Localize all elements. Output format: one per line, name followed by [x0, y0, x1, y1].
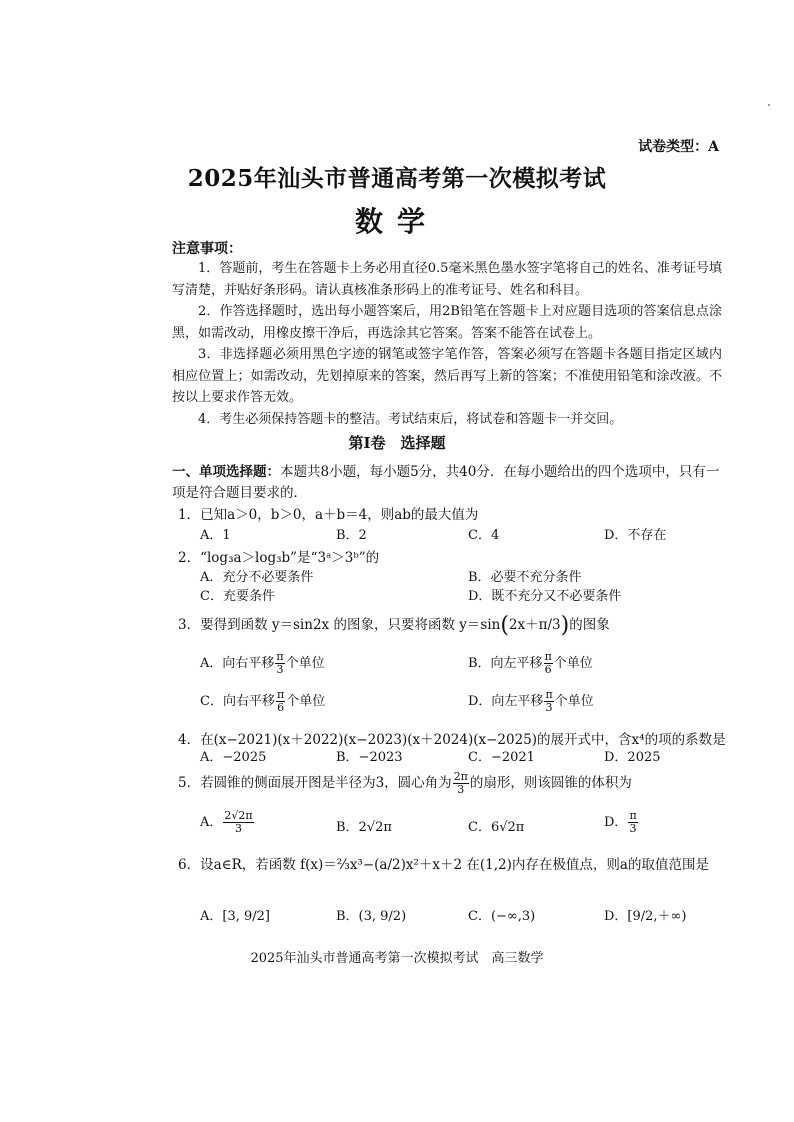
- q3-a-prefix: A．向右平移: [200, 656, 275, 671]
- question-2-stem: 2．“log₃a＞log₃b”是“3ᵃ＞3ᵇ”的: [178, 550, 380, 566]
- q5-stem-tail: 的扇形，则该圆锥的体积为: [469, 775, 632, 791]
- q3-option-b: [468, 651, 593, 676]
- q4-option-d: D．2025: [604, 750, 661, 765]
- q2-option-d: D．既不充分又不必要条件: [468, 589, 622, 604]
- q1-option-d: D．不存在: [604, 528, 667, 543]
- q6-option-d: D．[9/2,＋∞): [604, 909, 687, 924]
- notes-heading: 注意事项：: [172, 241, 242, 257]
- question-6-stem: 6．设a∈R，若函数 f(x)＝⅔x³−(a/2)x²＋x＋2 在(1,2)内存在极值点，则a的取值范围是: [178, 857, 709, 873]
- q3-option-d: [468, 689, 594, 714]
- question-5-stem: [178, 771, 632, 796]
- q3-option-c: [200, 689, 325, 714]
- q4-option-a: A．−2025: [200, 750, 267, 765]
- q1-option-c: C．4: [468, 528, 500, 543]
- q6-option-c: C．(−∞,3): [468, 909, 536, 924]
- question-1-stem: 1．已知a＞0，b＞0，a＋b＝4，则ab的最大值为: [178, 507, 479, 523]
- q5-stem-den: 3: [457, 783, 465, 796]
- q5-a-num: 2√2π: [224, 809, 253, 822]
- paper-type-label: 试卷类型：A: [638, 139, 719, 155]
- q4-option-b: B．−2023: [336, 750, 403, 765]
- q5-option-b: B．2√2π: [336, 820, 392, 835]
- section-label: 一、单项选择题：: [172, 464, 280, 480]
- q3-stem-text: 3．要得到函数 y＝sin2x 的图象，只要将函数 y＝sin: [178, 617, 501, 633]
- q3-d-suffix: 个单位: [554, 694, 594, 709]
- note-item: 1．答题前，考生在答题卡上务必用直径0.5毫米黑色墨水签字笔将自己的姓名、准考证号填写清楚，并贴好条形码。请认真核准条形码上的准考证号、姓名和科目。: [172, 261, 722, 298]
- question-4-stem: 4．在(x−2021)(x＋2022)(x−2023)(x＋2024)(x−2025)的展开式中，含x⁴的项的系数是: [178, 732, 726, 748]
- q3-d-prefix: D．向左平移: [468, 694, 544, 709]
- subject-title: 数学: [354, 205, 439, 238]
- q3-b-den: 6: [544, 663, 552, 676]
- q5-d-prefix: D．: [604, 815, 628, 830]
- q2-option-c: C．充要条件: [200, 589, 275, 604]
- q3-b-num: π: [544, 650, 552, 663]
- q5-d-den: 3: [629, 822, 637, 835]
- q3-a-den: 3: [276, 663, 284, 676]
- q5-option-c: C．6√2π: [468, 820, 525, 835]
- q3-a-suffix: 个单位: [285, 656, 325, 671]
- q3-d-num: π: [545, 688, 553, 701]
- q5-option-d: [604, 810, 639, 835]
- q6-option-a: A．[3, 9/2]: [200, 909, 270, 924]
- q5-stem-num: 2π: [453, 770, 468, 783]
- q1-option-a: A．1: [200, 528, 231, 543]
- q3-stem-argument: 2x＋π/3: [508, 617, 561, 633]
- q5-option-a: [200, 810, 255, 835]
- q3-c-suffix: 个单位: [286, 694, 326, 709]
- notes-list: [172, 258, 722, 430]
- section-text: 本题共8小题，每小题5分，共40分．在每小题给出的四个选项中，只有一项是符合题目要求的．: [172, 464, 720, 501]
- part-heading: 第Ⅰ卷 选择题: [348, 434, 446, 452]
- q6-option-b: B．(3, 9/2): [336, 909, 407, 924]
- q3-option-a: [200, 651, 325, 676]
- section-intro: [172, 462, 724, 504]
- question-3-stem: 3．要得到函数 y＝sin2x 的图象，只要将函数 y＝sin(2x＋π/3)的图象: [178, 613, 610, 638]
- q5-a-prefix: A．: [200, 815, 223, 830]
- q3-c-den: 6: [277, 701, 285, 714]
- q2-option-b: B．必要不充分条件: [468, 570, 582, 585]
- page-footer: 2025年汕头市普通高考第一次模拟考试 高三数学: [250, 951, 544, 966]
- exam-title: 2025年汕头市普通高考第一次模拟考试: [187, 165, 607, 192]
- q3-stem-tail: 的图象: [569, 617, 610, 633]
- q3-b-prefix: B．向左平移: [468, 656, 543, 671]
- q3-c-num: π: [276, 688, 285, 701]
- note-item: 2．作答选择题时，选出每小题答案后，用2B铅笔在答题卡上对应题目选项的答案信息点涂黑，如需改动，用橡皮擦干净后，再选涂其它答案。答案不能答在试卷上。: [172, 304, 722, 341]
- q3-a-num: π: [276, 650, 284, 663]
- q3-c-prefix: C．向右平移: [200, 694, 275, 709]
- q3-d-den: 3: [545, 701, 553, 714]
- scan-speck: [768, 104, 770, 106]
- q3-b-suffix: 个单位: [553, 656, 593, 671]
- q2-option-a: A．充分不必要条件: [200, 570, 314, 585]
- q5-a-den: 3: [235, 822, 243, 835]
- q5-d-num: π: [629, 809, 637, 822]
- q1-option-b: B．2: [336, 528, 367, 543]
- note-item: 3．非选择题必须用黑色字迹的钢笔或签字笔作答，答案必须写在答题卡各题目指定区域内相应位置上；如需改动，先划掉原来的答案，然后再写上新的答案；不准使用铅笔和涂改液。不按以上要求作答无效。: [172, 347, 722, 405]
- q5-stem-text: 5．若圆锥的侧面展开图是半径为3，圆心角为: [178, 775, 452, 791]
- note-item: 4．考生必须保持答题卡的整洁。考试结束后，将试卷和答题卡一并交回。: [198, 411, 623, 427]
- q4-option-c: C．−2021: [468, 750, 535, 765]
